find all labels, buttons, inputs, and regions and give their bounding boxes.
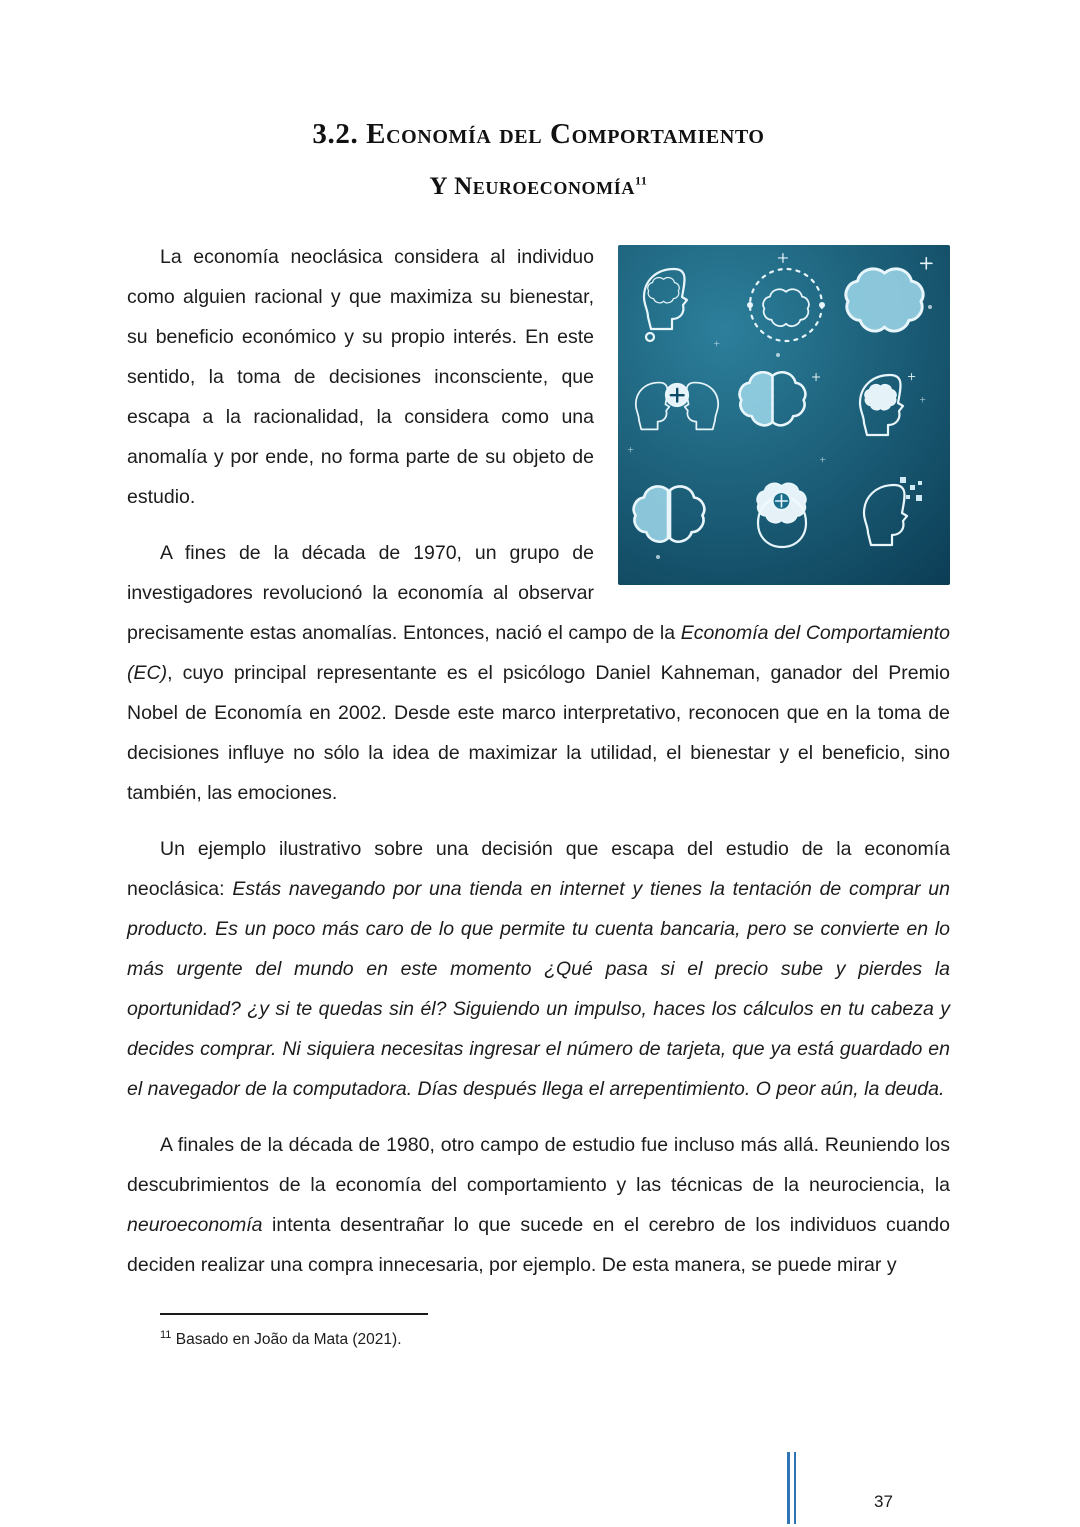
footer-decoration-bars: [787, 1452, 796, 1524]
text-segment: , cuyo principal representante es el psicólogo Daniel Kahneman, ganador del Premio Nobel de Economía en 2002. Desde este marco interpretativo, reconocen que en la toma de decisiones influye no sólo la idea de maximizar la utilidad, el bienestar y el beneficio, sino también, las emociones.: [127, 662, 950, 804]
text-segment: A fines de la década de 1970, un grupo de investigadores revolucionó la economía al observar precisamente estas anomalías. Entonces, nació el campo de la: [127, 542, 681, 644]
paragraph-3: [127, 829, 950, 1109]
body-text: [127, 237, 950, 1351]
heading-line-1-text: 3.2. Economía del Comportamiento: [312, 118, 765, 150]
brains-illustration-graphic: [618, 245, 950, 585]
footer-bar-right: [794, 1452, 796, 1524]
text-segment: A finales de la década de 1980, otro campo de estudio fue incluso más allá. Reuniendo los descubrimientos de la economía del comportamiento y las técnicas de la neurociencia, la: [127, 1134, 950, 1196]
page-content: [127, 118, 950, 1351]
footer-bar-left: [787, 1452, 790, 1524]
heading-line-2-text: Y Neuroeconomía: [429, 173, 635, 200]
text-segment-italic: neuroeconomía: [127, 1214, 263, 1236]
heading-line-1: [127, 118, 950, 151]
text-segment-italic: Estás navegando por una tienda en internet y tienes la tentación de comprar un producto. Es un poco más caro de lo que permite tu cuenta bancaria, pero se convierte en lo más urgente del mundo en este momento ¿Qué pasa si el precio sube y pierdes la oportunidad? ¿y si te quedas sin él? Siguiendo un impulso, haces los cálculos en tu cabeza y decides comprar. Ni siquiera necesitas ingresar el número de tarjeta, que ya está guardado en el navegador de la computadora. Días después llega el arrepentimiento. O peor aún, la deuda.: [127, 878, 950, 1100]
paragraph-4: [127, 1125, 950, 1285]
page-number: 37: [874, 1492, 893, 1511]
footnote-reference: 11: [634, 173, 648, 188]
heading-line-2: [127, 173, 950, 201]
text-segment: intenta desentrañar lo que sucede en el cerebro de los individuos cuando deciden realizar una compra innecesaria, por ejemplo. De esta manera, se puede mirar y: [127, 1214, 950, 1276]
brains-illustration: [618, 245, 950, 585]
footnote-separator: [160, 1313, 428, 1315]
text-segment-italic: Economía del Comportamiento (EC): [127, 622, 950, 684]
section-heading: [127, 118, 950, 201]
footnote-marker: 11: [160, 1329, 172, 1341]
text-segment: Un ejemplo ilustrativo sobre una decisión que escapa del estudio de la economía neoclásica:: [127, 838, 950, 900]
footnote-text: Basado en João da Mata (2021).: [175, 1331, 402, 1349]
text-segment: La economía neoclásica considera al individuo como alguien racional y que maximiza su bienestar, su beneficio económico y su propio interés. En este sentido, la toma de decisiones inconsciente, que escapa a la racionalidad, la considera como una anomalía y por ende, no forma parte de su objeto de estudio.: [127, 246, 594, 508]
footnote: [127, 1327, 950, 1351]
